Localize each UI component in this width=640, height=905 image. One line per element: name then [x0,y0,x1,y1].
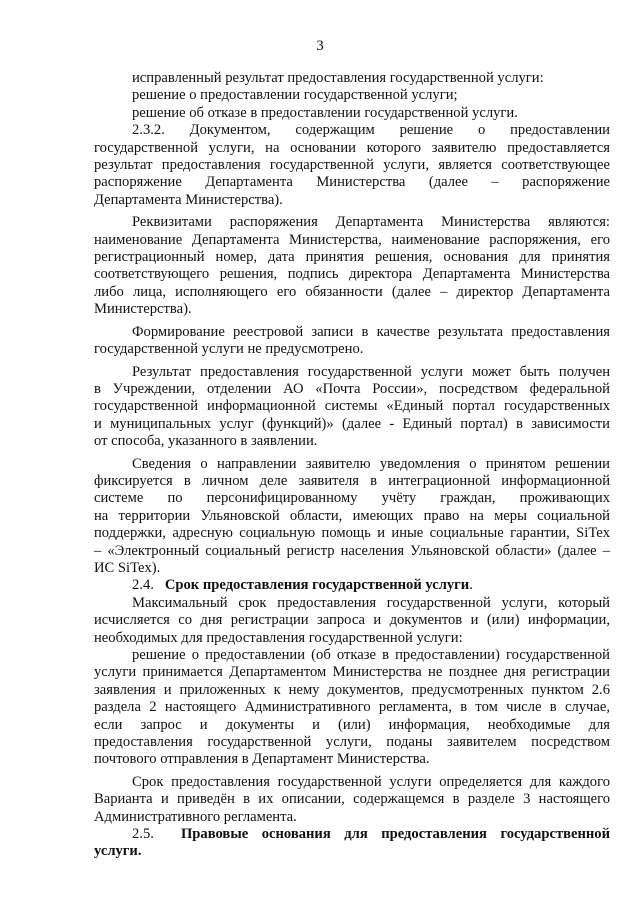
text-line: решение о предоставлении государственной услуги; [132,87,458,104]
text-line: необходимых для предоставления государственной услуги: [94,629,463,646]
text-line: решение об отказе в предоставлении государственной услуги. [132,104,518,121]
text-line: решение о предоставлении (об отказе в предоставлении) государственной [132,647,610,663]
text-line: государственной услуги не предусмотрено. [94,341,364,358]
text-line: заявления и приложенных к нему документов, предусмотренных пунктом 2.6 [94,681,610,698]
text-line: исправленный результат предоставления государственной услуги: [132,70,544,86]
text-line: Реквизитами распоряжения Департамента Министерства являются: [132,214,610,231]
text-line: Министерства). [94,301,192,318]
text-line: если запрос и документы и (или) информация, необходимые для [94,716,610,733]
document-body [94,70,610,861]
text-line: Департамента Министерства). [94,191,283,208]
text-line: исчисляется со дня регистрации запроса и документов и (или) информации, [94,612,610,629]
page-number: 3 [316,38,324,54]
text-line: от способа, указанного в заявлении. [94,433,318,450]
text-line: наименование Департамента Министерства, наименование распоряжения, его [94,231,610,248]
text-line: распоряжение Департамента Министерства (далее – распоряжение [94,174,610,191]
text-line: регистрационный номер, дата принятия решения, основания для принятия [94,249,610,266]
text-line: предоставления государственной услуги, поданы заявителем посредством [94,734,610,751]
text-line: Максимальный срок предоставления государственной услуги, который [132,594,610,611]
section-title: Срок предоставления государственной услуги [164,577,470,594]
text-line: государственной информационной системы «Единый портал государственных [94,398,610,415]
text-line: либо лица, исполняющего его обязанности (далее – директор Департамента [94,283,610,300]
section-heading-2-4 [94,577,610,594]
text-line: раздела 2 настоящего Административного регламента, в том числе в случае, [94,699,610,716]
section-title-end: . [469,577,473,594]
section-title-continuation [94,843,610,860]
text-line: Формирование реестровой записи в качестве результата предоставления [132,323,610,340]
text-line: Срок предоставления государственной услуги определяется для каждого [132,773,610,790]
text-line: соответствующего решения, подпись директора Департамента Министерства [94,266,610,283]
text-line: поддержки, адресную социальную помощь и иные социальные гарантии, SiTex [94,525,610,542]
section-heading-2-5 [94,826,610,843]
section-number: 2.5. [132,826,154,843]
text-line: ИС SiTex). [94,559,161,576]
text-line: Административного регламента. [94,808,297,825]
text-line: почтового отправления в Департамент Министерства. [94,751,430,768]
text-line: результат предоставления государственной услуги, является соответствующее [94,157,610,174]
text-line: государственной услуги, на основании которого заявителю предоставляется [94,139,610,156]
text-line: фиксируется в личном деле заявителя в интеграционной информационной [94,472,610,489]
text-line: Результат предоставления государственной услуги может быть получен [132,363,610,380]
section-title: услуги. [94,843,142,860]
text-line: в Учреждении, отделении АО «Почта России», посредством федеральной [94,380,610,397]
text-line: Варианта и приведён в их описании, содержащемся в разделе 3 настоящего [94,791,610,808]
text-line: системе по персонифицированному учёту граждан, проживающих [94,490,610,507]
text-line: – «Электронный социальный регистр населения Ульяновской области» (далее – [94,542,610,559]
text-line: Сведения о направлении заявителю уведомления о принятом решении [132,455,610,472]
text-line: 2.3.2. Документом, содержащим решение о предоставлении [132,122,610,139]
section-number: 2.4. [132,577,154,594]
text-line: на территории Ульяновской области, имеющих право на меры социальной [94,507,610,524]
section-title: Правовые основания для предоставления государственной [180,826,610,843]
text-line: услуги принимается Департаментом Министерства не позднее дня регистрации [94,664,610,681]
text-line: и муниципальных услуг (функций)» (далее - Единый портал) в зависимости [94,415,610,432]
